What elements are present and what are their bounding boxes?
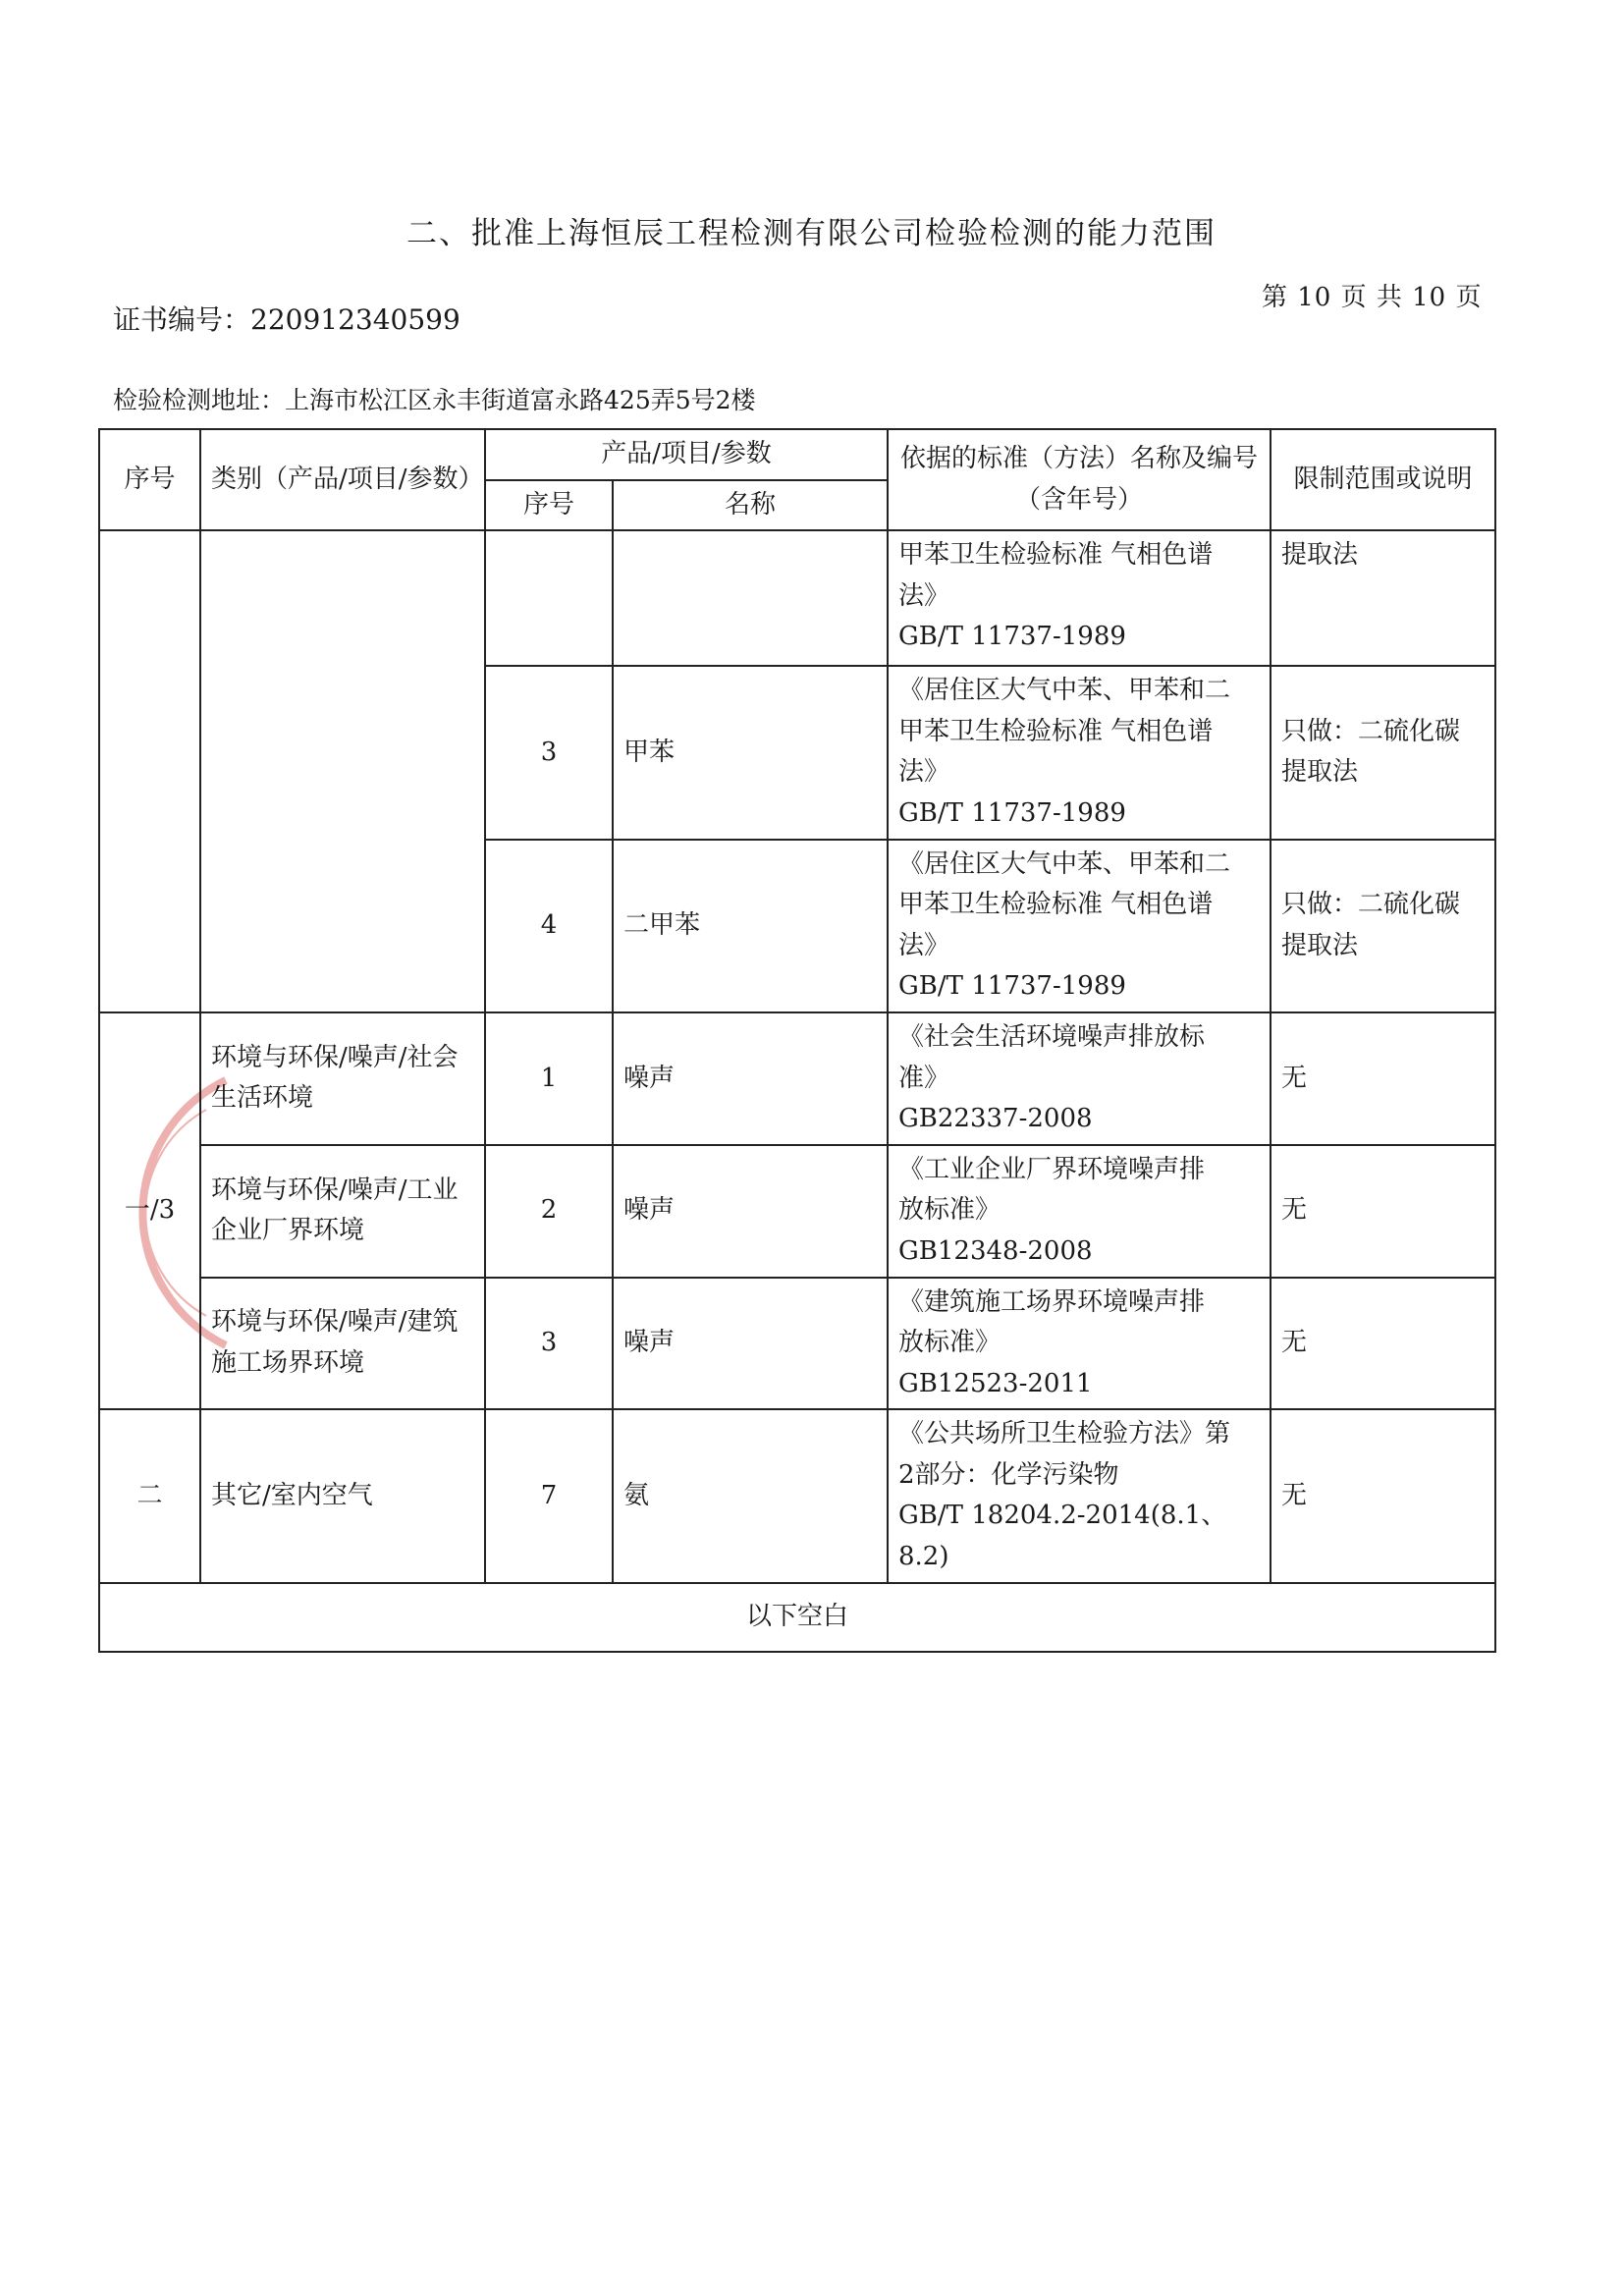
row-sub-seq: 3 bbox=[485, 1278, 613, 1410]
standard-line: 法》 bbox=[898, 757, 950, 788]
row-category bbox=[200, 530, 485, 1012]
table-footer: 以下空白 bbox=[99, 1583, 1495, 1652]
standard-line: GB12348-2008 bbox=[898, 1235, 1093, 1266]
header-sub-seq: 序号 bbox=[485, 480, 613, 531]
row-sub-seq: 2 bbox=[485, 1145, 613, 1278]
row-limit: 无 bbox=[1271, 1409, 1495, 1582]
certificate-number bbox=[113, 299, 460, 338]
standard-line: 甲苯卫生检验标准 气相色谱 bbox=[898, 890, 1214, 920]
header-name: 名称 bbox=[613, 480, 888, 531]
table-row bbox=[99, 1145, 1495, 1278]
standard-line: 放标准》 bbox=[898, 1195, 1001, 1226]
page-number: 第 10 页 共 10 页 bbox=[1262, 283, 1483, 312]
standard-line: GB/T 11737-1989 bbox=[898, 971, 1126, 1002]
standard-line: 法》 bbox=[898, 580, 950, 611]
standard-line: 《公共场所卫生检验方法》第 bbox=[898, 1419, 1231, 1449]
row-standard bbox=[888, 1145, 1271, 1278]
table-row bbox=[99, 1278, 1495, 1410]
standard-line: 《居住区大气中苯、甲苯和二 bbox=[898, 848, 1231, 879]
row-standard bbox=[888, 1409, 1271, 1582]
standard-line: GB/T 18204.2-2014(8.1、8.2) bbox=[898, 1501, 1227, 1572]
standard-line: 《社会生活环境噪声排放标 bbox=[898, 1021, 1206, 1052]
row-sub-seq: 4 bbox=[485, 840, 613, 1012]
standard-line: GB12523-2011 bbox=[898, 1368, 1093, 1398]
row-name: 噪声 bbox=[613, 1145, 888, 1278]
standard-line: GB/T 11737-1989 bbox=[898, 622, 1126, 652]
row-category: 其它/室内空气 bbox=[200, 1409, 485, 1582]
row-sub-seq: 7 bbox=[485, 1409, 613, 1582]
table-row bbox=[99, 530, 1495, 666]
row-category: 环境与环保/噪声/工业企业厂界环境 bbox=[200, 1145, 485, 1278]
table-row bbox=[99, 1409, 1495, 1582]
standard-line: 准》 bbox=[898, 1063, 950, 1093]
row-seq: 二 bbox=[99, 1409, 200, 1582]
row-limit: 无 bbox=[1271, 1012, 1495, 1145]
certificate-label: 证书编号： bbox=[113, 303, 251, 336]
row-standard bbox=[888, 666, 1271, 839]
row-name: 噪声 bbox=[613, 1278, 888, 1410]
header-seq: 序号 bbox=[99, 429, 200, 530]
row-name bbox=[613, 530, 888, 666]
address-value: 上海市松江区永丰街道富永路425弄5号2楼 bbox=[285, 386, 756, 414]
row-category: 环境与环保/噪声/建筑施工场界环境 bbox=[200, 1278, 485, 1410]
row-sub-seq: 3 bbox=[485, 666, 613, 839]
standard-line: 甲苯卫生检验标准 气相色谱 bbox=[898, 716, 1214, 746]
row-limit: 只做：二硫化碳提取法 bbox=[1271, 666, 1495, 839]
address-label: 检验检测地址： bbox=[113, 386, 286, 414]
row-seq bbox=[99, 530, 200, 1012]
standard-line: 《建筑施工场界环境噪声排 bbox=[898, 1286, 1206, 1317]
row-category: 环境与环保/噪声/社会生活环境 bbox=[200, 1012, 485, 1145]
header-category: 类别（产品/项目/参数） bbox=[200, 429, 485, 530]
row-name: 噪声 bbox=[613, 1012, 888, 1145]
standard-line: 2部分：化学污染物 bbox=[898, 1459, 1119, 1490]
row-limit: 无 bbox=[1271, 1278, 1495, 1410]
standard-line: GB/T 11737-1989 bbox=[898, 797, 1126, 828]
row-standard bbox=[888, 840, 1271, 1012]
row-limit: 无 bbox=[1271, 1145, 1495, 1278]
row-sub-seq bbox=[485, 530, 613, 666]
standard-line: 法》 bbox=[898, 930, 950, 960]
test-address bbox=[113, 381, 756, 416]
row-sub-seq: 1 bbox=[485, 1012, 613, 1145]
row-limit: 只做：二硫化碳提取法 bbox=[1271, 840, 1495, 1012]
standard-line: 甲苯卫生检验标准 气相色谱 bbox=[898, 540, 1214, 571]
row-standard bbox=[888, 1012, 1271, 1145]
certificate-value: 220912340599 bbox=[250, 303, 460, 336]
row-standard bbox=[888, 530, 1271, 666]
standard-line: GB22337-2008 bbox=[898, 1104, 1093, 1134]
row-seq: 一/3 bbox=[99, 1012, 200, 1409]
page-title: 二、批准上海恒辰工程检测有限公司检验检测的能力范围 bbox=[406, 216, 1217, 251]
row-limit: 提取法 bbox=[1271, 530, 1495, 666]
header-product-group: 产品/项目/参数 bbox=[485, 429, 888, 480]
standard-line: 《居住区大气中苯、甲苯和二 bbox=[898, 676, 1231, 706]
standard-line: 《工业企业厂界环境噪声排 bbox=[898, 1154, 1206, 1184]
table-footer-row bbox=[99, 1583, 1495, 1652]
scope-table bbox=[98, 428, 1496, 1653]
table-row bbox=[99, 1012, 1495, 1145]
table-header-row bbox=[99, 429, 1495, 480]
row-name: 甲苯 bbox=[613, 666, 888, 839]
header-limit: 限制范围或说明 bbox=[1271, 429, 1495, 530]
standard-line: 放标准》 bbox=[898, 1328, 1001, 1358]
row-name: 二甲苯 bbox=[613, 840, 888, 1012]
row-name: 氨 bbox=[613, 1409, 888, 1582]
row-standard bbox=[888, 1278, 1271, 1410]
header-standard: 依据的标准（方法）名称及编号（含年号） bbox=[888, 429, 1271, 530]
